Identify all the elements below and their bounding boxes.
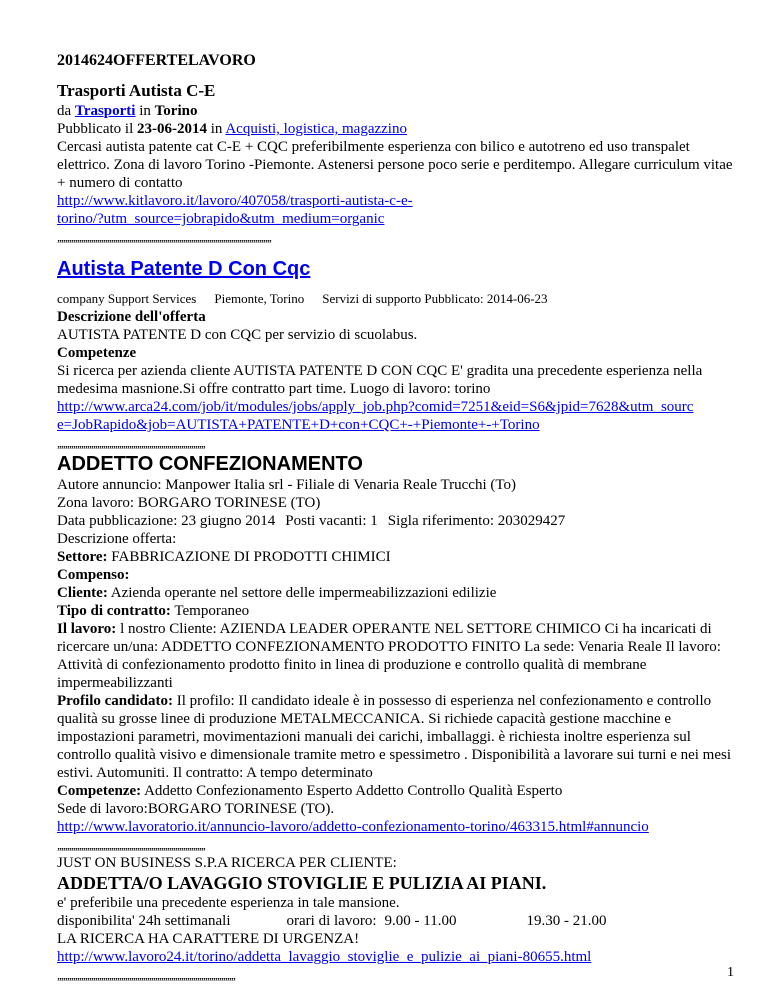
- job-title: ADDETTA/O LAVAGGIO STOVIGLIE E PULIZIA AI PIANI.: [57, 873, 547, 893]
- desc-label: Descrizione offerta:: [57, 531, 177, 547]
- source-link[interactable]: Trasporti: [74, 103, 136, 119]
- profilo-candidato: Profilo candidato: Il profilo: Il candidato ideale è in possesso di esperienza nel confezionamento e controllo qualità su grosse linee di produzione METALMECCANICA. Si richiede capacità gestione macchine e impostazioni parametri, movimentazioni manuali dei carichi, imballaggi. è richiesta inoltre esperienza sul controllo qualità visivo e dimensionale tramite metro e spessimetro . Disponibilità a lavorare sui turni e nei mesi estivi. Automuniti. Il contratto: A tempo determinato: [57, 693, 732, 781]
- sede-lavoro: Sede di lavoro:BORGARO TORINESE (TO).: [57, 801, 335, 817]
- page-number: 1: [727, 965, 734, 980]
- competenze: Competenze: Addetto Confezionamento Esperto Addetto Controllo Qualità Esperto: [57, 783, 563, 799]
- job-author: Autore annuncio: Manpower Italia srl - Filiale di Venaria Reale Trucchi (To): [57, 477, 516, 493]
- separator: ,,,,,,,,,,,,,,,,,,,,,,,,,,,,,,,,,,,,,,,,,,,,,,,,,,,,,,,,,,,,,,,,,,,,,,,,,,: [57, 436, 205, 450]
- job-city: Torino: [154, 103, 198, 119]
- competenze-text: Si ricerca per azienda cliente AUTISTA PATENTE D CON CQC E' gradita una precedente esperienza nella medesima masnione.Si offre contratto part time. Luogo di lavoro: torino: [57, 363, 703, 397]
- job-intro: JUST ON BUSINESS S.P.A RICERCA PER CLIENTE:: [57, 855, 397, 871]
- separator: ,,,,,,,,,,,,,,,,,,,,,,,,,,,,,,,,,,,,,,,,,,,,,,,,,,,,,,,,,,,,,,,,,,,,,,,,,,: [57, 838, 205, 852]
- compenso: Compenso:: [57, 567, 130, 583]
- job-meta: Data pubblicazione: 23 giugno 2014 Posti vacanti: 1 Sigla riferimento: 203029427: [57, 513, 566, 529]
- job-title-link[interactable]: Autista Patente D Con Cqc: [57, 258, 311, 280]
- job-url-link[interactable]: http://www.arca24.com/job/it/modules/jobs/apply_job.php?comid=7251&eid=S6&jpid=7628&utm_sourc e=JobRapido&job=AUTISTA+PATENTE+D+con+CQC+-+Piemonte+-+Torino: [57, 399, 694, 433]
- job-url-link[interactable]: http://www.lavoratorio.it/annuncio-lavoro/addetto-confezionamento-torino/463315.html#annuncio: [57, 819, 649, 835]
- job-url-link[interactable]: http://www.kitlavoro.it/lavoro/407058/trasporti-autista-c-e- torino/?utm_source=jobrapido&utm_medium=organic: [57, 193, 413, 227]
- category-link[interactable]: Acquisti, logistica, magazzino: [225, 121, 407, 137]
- job-source: da Trasporti in Torino: [57, 103, 198, 119]
- job-line: e' preferibile una precedente esperienza in tale mansione.: [57, 895, 400, 911]
- tipo-contratto: Tipo di contratto: Temporaneo: [57, 603, 250, 619]
- job-title: ADDETTO CONFEZIONAMENTO: [57, 453, 363, 475]
- job-hours: disponibilita' 24h settimanali orari di lavoro: 9.00 - 11.00 19.30 - 21.00: [57, 913, 607, 929]
- job-description: Cercasi autista patente cat C-E + CQC preferibilmente esperienza con bilico e autotreno ed uso transpalet elettrico. Zona di lavoro Torino -Piemonte. Astenersi persone poco serie e perditempo. Allegare curriculum vitae + numero di contatto: [57, 139, 733, 191]
- job-urgent: LA RICERCA HA CARATTERE DI URGENZA!: [57, 931, 360, 947]
- job-meta: company Support Services Piemonte, Torino Servizi di supporto Pubblicato: 2014-06-23: [57, 291, 548, 306]
- job-description: AUTISTA PATENTE D con CQC per servizio di scuolabus.: [57, 327, 418, 343]
- job-listing-4: [57, 854, 737, 982]
- job-title: Trasporti Autista C-E: [57, 81, 216, 100]
- job-zone: Zona lavoro: BORGARO TORINESE (TO): [57, 495, 321, 511]
- document-title: 2014624OFFERTELAVORO: [57, 52, 256, 69]
- separator: ,,,,,,,,,,,,,,,,,,,,,,,,,,,,,,,,,,,,,,,,,,,,,,,,,,,,,,,,,,,,,,,,,,,,,,,,,,,,,,,,,,,,,,,,,,,,,,,,,,,,,,,,,,,: [57, 230, 271, 244]
- job-listing-1: [57, 80, 737, 244]
- il-lavoro: Il lavoro: l nostro Cliente: AZIENDA LEADER OPERANTE NEL SETTORE CHIMICO Ci ha incaricati di ricercare un/una: ADDETTO CONFEZIONAMENTO PRODOTTO FINITO La sede: Venaria Reale Il lavoro: Attività di confezionamento prodotto finito in linea di produzione e controllo qualità di membrane impermeabilizzanti: [57, 621, 721, 691]
- desc-heading: Descrizione dell'offerta: [57, 309, 206, 325]
- separator: ,,,,,,,,,,,,,,,,,,,,,,,,,,,,,,,,,,,,,,,,,,,,,,,,,,,,,,,,,,,,,,,,,,,,,,,,,,,,,,,,,,,,,,,,,: [57, 968, 235, 982]
- published-date: 23-06-2014: [137, 121, 207, 137]
- job-listing-3: [57, 452, 737, 852]
- document-page: [57, 52, 737, 984]
- competenze-heading: Competenze: [57, 345, 137, 361]
- settore: Settore: FABBRICAZIONE DI PRODOTTI CHIMICI: [57, 549, 391, 565]
- job-published: Pubblicato il 23-06-2014 in Acquisti, logistica, magazzino: [57, 121, 407, 137]
- cliente: Cliente: Azienda operante nel settore delle impermeabilizzazioni edilizie: [57, 585, 497, 601]
- job-listing-2: [57, 256, 737, 450]
- job-url-link[interactable]: http://www.lavoro24.it/torino/addetta_lavaggio_stoviglie_e_pulizie_ai_piani-80655.html: [57, 949, 592, 965]
